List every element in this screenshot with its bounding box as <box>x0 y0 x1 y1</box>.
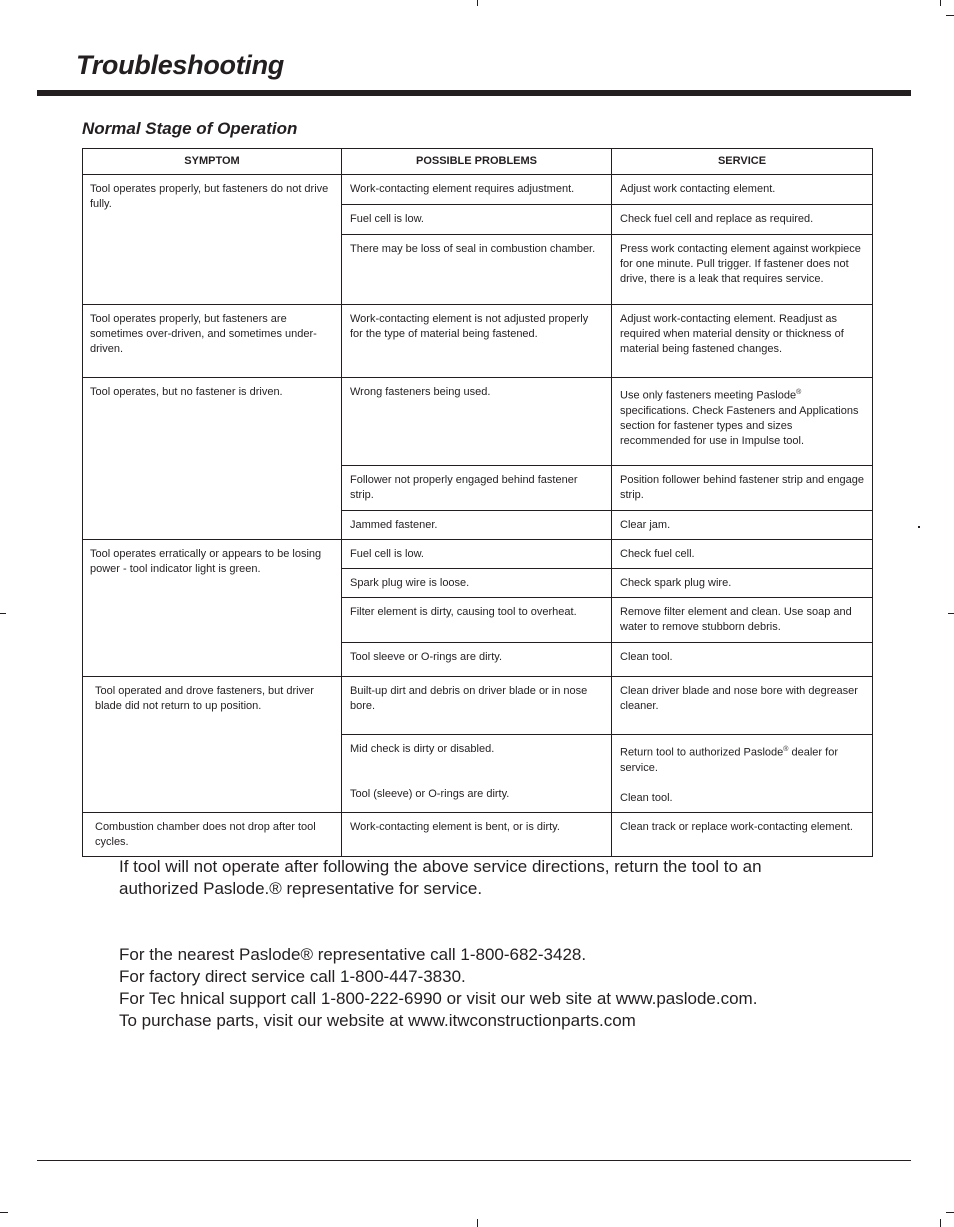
problem-cell: There may be loss of seal in combustion chamber. <box>342 235 612 305</box>
service-cell: Clean track or replace work-contacting element. <box>612 812 873 856</box>
crop-mark <box>918 526 920 528</box>
problem-cell: Work-contacting element is not adjusted properly for the type of material being fastened. <box>342 305 612 378</box>
service-cell: Check fuel cell. <box>612 540 873 569</box>
service-cell: Clear jam. <box>612 511 873 540</box>
note-line: For factory direct service call 1-800-447-3830. <box>119 967 466 986</box>
note-line: To purchase parts, visit our website at www.itwconstructionparts.com <box>119 1011 636 1030</box>
problem-text: Tool (sleeve) or O-rings are dirty. <box>350 788 510 800</box>
registered-mark: ® <box>796 389 802 396</box>
problem-cell: Fuel cell is low. <box>342 205 612 235</box>
service-cell: Position follower behind fastener strip and engage strip. <box>612 466 873 511</box>
column-header-possible-problems: POSSIBLE PROBLEMS <box>342 149 612 175</box>
note-line: If tool will not operate after following the above service directions, return the tool to an <box>119 857 762 876</box>
problem-cell: Fuel cell is low. <box>342 540 612 569</box>
problem-cell: Work-contacting element is bent, or is dirty. <box>342 812 612 856</box>
symptom-cell: Tool operates properly, but fasteners do not drive fully. <box>83 175 342 305</box>
symptom-cell: Tool operates properly, but fasteners are sometimes over-driven, and sometimes under-driven. <box>83 305 342 378</box>
note-line: For Tec hnical support call 1-800-222-6990 or visit our web site at www.paslode.com. <box>119 989 758 1008</box>
header-rule <box>37 90 911 96</box>
crop-mark <box>0 1212 8 1213</box>
symptom-cell: Tool operates erratically or appears to be losing power - tool indicator light is green. <box>83 540 342 677</box>
crop-mark <box>477 1219 478 1227</box>
symptom-cell: Tool operates, but no fastener is driven. <box>83 378 342 540</box>
problem-cell <box>342 735 612 813</box>
footer-rule <box>37 1160 911 1161</box>
problem-cell: Jammed fastener. <box>342 511 612 540</box>
problem-cell: Follower not properly engaged behind fastener strip. <box>342 466 612 511</box>
service-notes <box>119 856 879 1032</box>
service-cell: Check spark plug wire. <box>612 569 873 598</box>
service-cell: Clean tool. <box>612 643 873 677</box>
service-cell: Adjust work contacting element. <box>612 175 873 205</box>
table-row <box>83 677 873 735</box>
problem-text: Mid check is dirty or disabled. <box>350 743 495 755</box>
problem-cell: Work-contacting element requires adjustment. <box>342 175 612 205</box>
table-header-row <box>83 149 873 175</box>
table-row <box>83 305 873 378</box>
column-header-symptom: SYMPTOM <box>83 149 342 175</box>
service-cell <box>612 378 873 466</box>
service-text: specifications. Check Fasteners and Applications section for fastener types and sizes recommended for use in Impulse tool. <box>620 404 859 447</box>
symptom-cell: Tool operated and drove fasteners, but driver blade did not return to up position. <box>83 677 342 813</box>
crop-mark <box>946 15 954 16</box>
column-header-service: SERVICE <box>612 149 873 175</box>
problem-cell: Filter element is dirty, causing tool to overheat. <box>342 598 612 643</box>
section-title: Normal Stage of Operation <box>82 119 298 138</box>
service-text: dealer for service. <box>620 746 838 774</box>
troubleshooting-table <box>82 148 873 857</box>
page-title: Troubleshooting <box>76 50 284 80</box>
note-line: For the nearest Paslode® representative call 1-800-682-3428. <box>119 945 587 964</box>
table-row <box>83 540 873 569</box>
service-text: Return tool to authorized Paslode <box>620 746 784 759</box>
symptom-cell: Combustion chamber does not drop after tool cycles. <box>83 812 342 856</box>
problem-cell: Tool sleeve or O-rings are dirty. <box>342 643 612 677</box>
service-text: Clean tool. <box>620 791 673 804</box>
crop-mark <box>940 0 941 6</box>
service-cell: Check fuel cell and replace as required. <box>612 205 873 235</box>
problem-cell: Spark plug wire is loose. <box>342 569 612 598</box>
problem-cell: Built-up dirt and debris on driver blade or in nose bore. <box>342 677 612 735</box>
service-cell: Remove filter element and clean. Use soap and water to remove stubborn debris. <box>612 598 873 643</box>
crop-mark <box>946 1212 954 1213</box>
service-cell: Clean driver blade and nose bore with degreaser cleaner. <box>612 677 873 735</box>
service-cell: Adjust work-contacting element. Readjust as required when material density or thickness of material being fastened changes. <box>612 305 873 378</box>
table-row <box>83 812 873 856</box>
service-cell <box>612 735 873 813</box>
crop-mark <box>477 0 478 6</box>
problem-cell: Wrong fasteners being used. <box>342 378 612 466</box>
crop-mark <box>948 613 954 614</box>
table-row <box>83 378 873 466</box>
service-text: Use only fasteners meeting Paslode <box>620 389 797 402</box>
note-line: authorized Paslode.® representative for service. <box>119 879 483 898</box>
crop-mark <box>940 1219 941 1227</box>
crop-mark <box>0 613 6 614</box>
service-cell: Press work contacting element against workpiece for one minute. Pull trigger. If fastener does not drive, there is a leak that requires service. <box>612 235 873 305</box>
table-row <box>83 175 873 205</box>
registered-mark: ® <box>783 746 789 753</box>
